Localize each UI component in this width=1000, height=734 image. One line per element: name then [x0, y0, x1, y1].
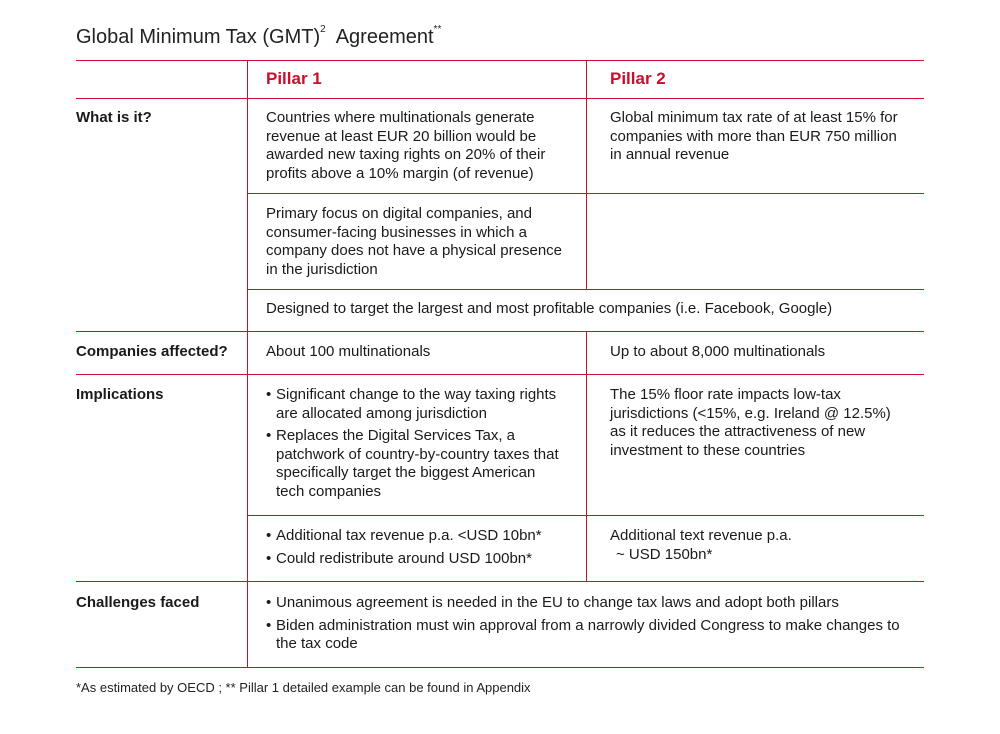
challenges-list — [266, 594, 906, 654]
implications-pillar1-revenue-list — [266, 527, 576, 568]
rule-bottom — [76, 667, 924, 668]
what-pillar1-text: Countries where multinationals generate revenue at least EUR 20 billion would be awarded new taxing rights on 20% of their profits above a 10% margin (of revenue) — [266, 109, 546, 182]
rule-header-bottom — [76, 98, 924, 99]
vrule-label-col — [247, 60, 248, 667]
title-superscript: 2 — [320, 24, 326, 35]
pillar1-header: Pillar 1 — [266, 69, 322, 88]
rule-what-mid2 — [247, 289, 924, 290]
challenges-both — [266, 594, 906, 658]
rule-what-bottom — [76, 331, 924, 332]
row-label-what: What is it? — [76, 109, 152, 126]
rule-implications-bottom — [76, 581, 924, 582]
list-item: • Replaces the Digital Services Tax, a patchwork of country-by-country taxes that specifically target the biggest American tech companies — [266, 427, 566, 501]
pillar2-revenue-line2: ~ USD 150bn* — [616, 545, 713, 563]
what-pillar2-text: Global minimum tax rate of at least 15% for companies with more than EUR 750 million in annual revenue — [610, 109, 898, 163]
rule-top — [76, 60, 924, 61]
rule-companies-bottom — [76, 374, 924, 375]
row-label-companies: Companies affected? — [76, 343, 228, 360]
implications-pillar2: The 15% floor rate impacts low-tax jurisdictions (<15%, e.g. Ireland @ 12.5%) as it reduces the attractiveness of new investment to these countries — [610, 386, 891, 459]
implications-pillar2-revenue — [610, 527, 910, 564]
vrule-pillars-1 — [586, 60, 587, 289]
list-item: • Additional tax revenue p.a. <USD 10bn* — [266, 527, 576, 546]
what-both-pillars: Designed to target the largest and most profitable companies (i.e. Facebook, Google) — [266, 300, 833, 317]
companies-pillar1: About 100 multinationals — [266, 343, 431, 360]
title-text-2: Agreement — [335, 26, 434, 48]
list-item: • Biden administration must win approval from a narrowly divided Congress to make changes to the tax code — [266, 617, 906, 654]
page-title — [76, 26, 441, 49]
row-label-challenges: Challenges faced — [76, 594, 200, 611]
vrule-pillars-2 — [586, 331, 587, 581]
list-item: • Significant change to the way taxing rights are allocated among jurisdiction — [266, 386, 566, 423]
footnote: *As estimated by OECD ; ** Pillar 1 detailed example can be found in Appendix — [76, 680, 531, 695]
implications-pillar1 — [266, 386, 566, 505]
companies-pillar2: Up to about 8,000 multinationals — [610, 343, 826, 360]
title-text: Global Minimum Tax (GMT) — [76, 26, 321, 48]
what-pillar1-focus: Primary focus on digital companies, and consumer-facing businesses in which a company does not have a physical presence in the jurisdiction — [266, 205, 563, 278]
list-item: • Could redistribute around USD 100bn* — [266, 550, 576, 569]
pillar2-revenue-line1: Additional text revenue p.a. — [610, 527, 792, 544]
list-item: • Unanimous agreement is needed in the EU to change tax laws and adopt both pillars — [266, 594, 906, 613]
title-superscript-2: ** — [433, 24, 442, 35]
row-label-implications: Implications — [76, 386, 164, 403]
implications-pillar1-list — [266, 386, 566, 501]
implications-pillar1-revenue — [266, 527, 576, 572]
pillar2-header: Pillar 2 — [610, 69, 666, 88]
